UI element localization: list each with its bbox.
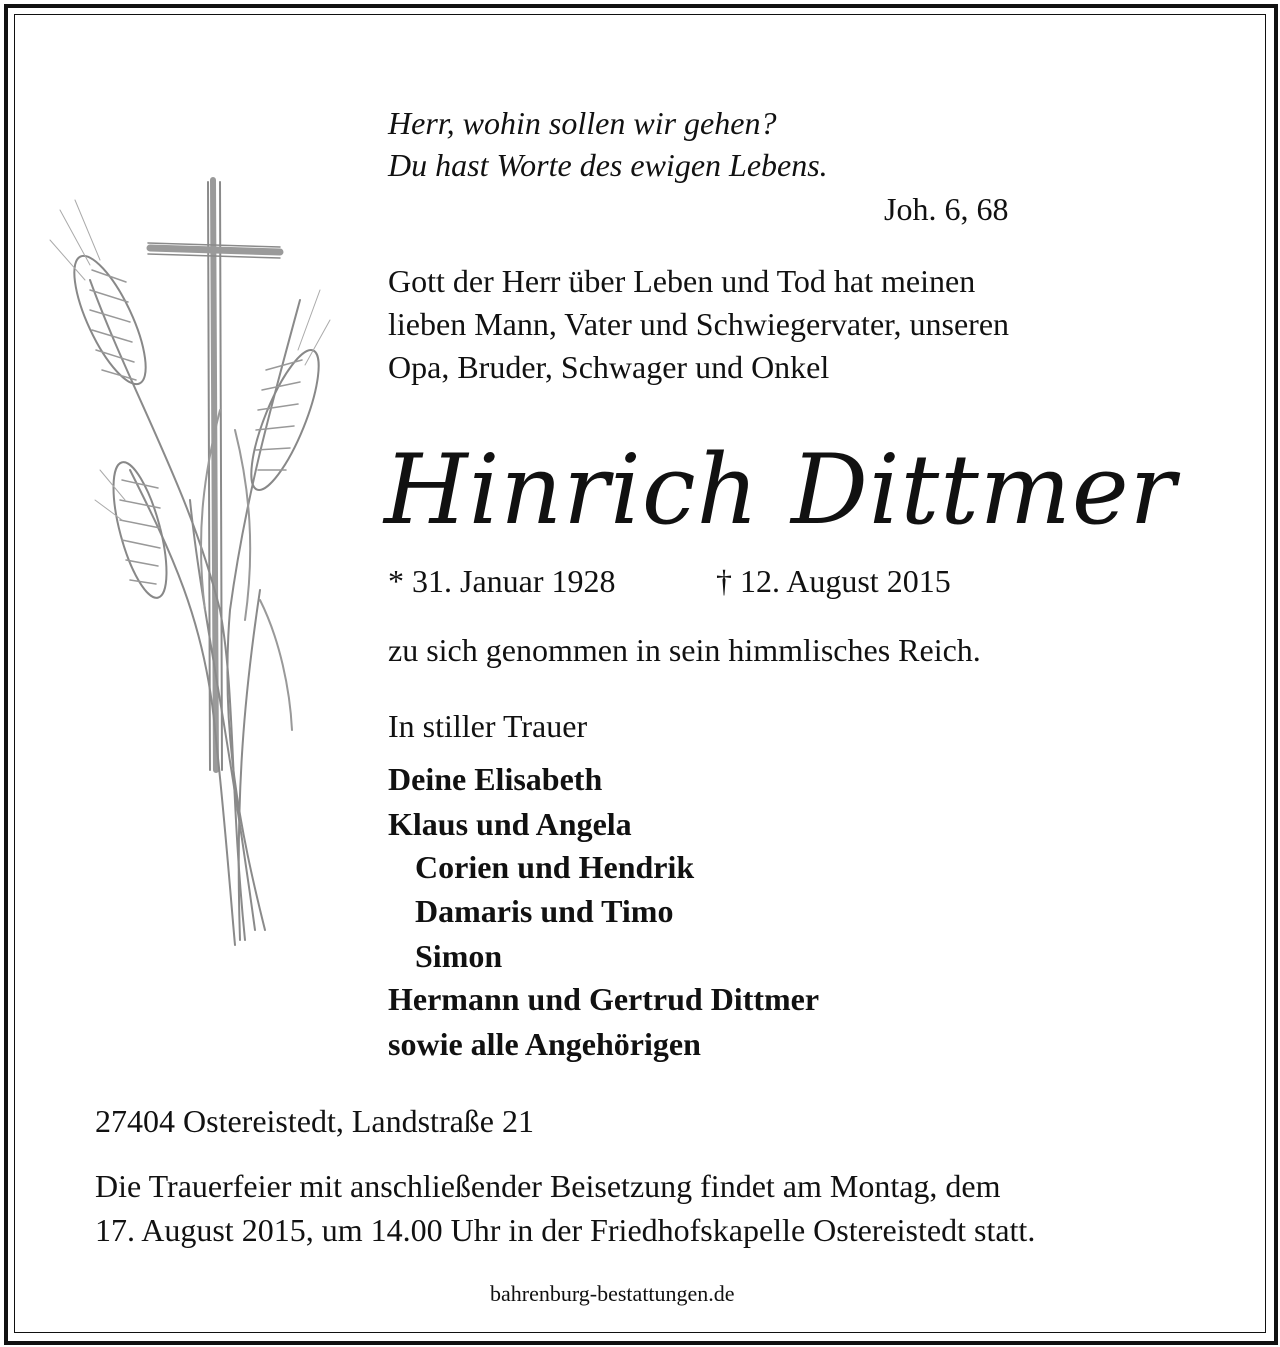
verse-line-2: Du hast Worte des ewigen Lebens. — [388, 147, 828, 183]
closing-phrase: zu sich genommen in sein himmlisches Reich. — [388, 632, 981, 668]
mourner-7: sowie alle Angehörigen — [388, 1026, 701, 1062]
birth-date: * 31. Januar 1928 — [388, 563, 616, 599]
intro-line-1: Gott der Herr über Leben und Tod hat meinen — [388, 263, 976, 299]
cross-with-wheat-icon — [30, 170, 340, 950]
verse-reference: Joh. 6, 68 — [884, 191, 1009, 227]
mourner-4: Damaris und Timo — [415, 893, 674, 929]
death-date: † 12. August 2015 — [716, 563, 951, 599]
service-line-2: 17. August 2015, um 14.00 Uhr in der Friedhofskapelle Ostereistedt statt. — [95, 1212, 1036, 1248]
mourner-6: Hermann und Gertrud Dittmer — [388, 981, 820, 1017]
mourner-3: Corien und Hendrik — [415, 849, 695, 885]
mourner-5: Simon — [415, 938, 503, 974]
address: 27404 Ostereistedt, Landstraße 21 — [95, 1103, 534, 1139]
intro-line-3: Opa, Bruder, Schwager und Onkel — [388, 349, 830, 385]
intro-line-2: lieben Mann, Vater und Schwiegervater, unseren — [388, 306, 1010, 342]
mourner-1: Deine Elisabeth — [388, 761, 603, 797]
mourner-2: Klaus und Angela — [388, 806, 632, 842]
deceased-name: Hinrich Dittmer — [384, 434, 1177, 546]
footer-website: bahrenburg-bestattungen.de — [490, 1281, 735, 1306]
verse-line-1: Herr, wohin sollen wir gehen? — [388, 105, 777, 141]
mourning-label: In stiller Trauer — [388, 708, 588, 744]
service-line-1: Die Trauerfeier mit anschließender Beisetzung findet am Montag, dem — [95, 1168, 1001, 1204]
